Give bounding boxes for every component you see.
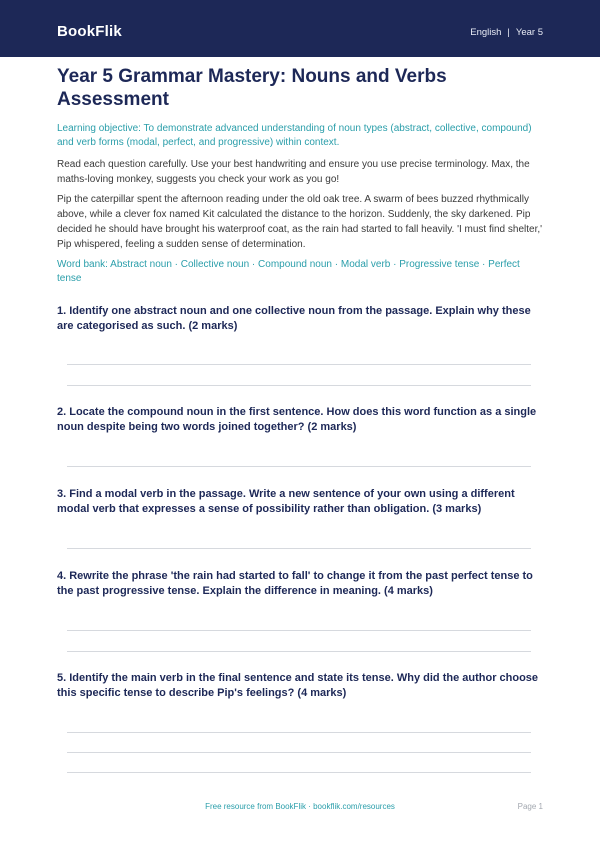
header-bar — [0, 0, 600, 57]
question-2: 2. Locate the compound noun in the first sentence. How does this word function as a single noun despite being two words joined together? (2 marks) — [57, 406, 537, 433]
answer-line[interactable] — [67, 732, 531, 733]
subject-label: English — [470, 27, 502, 38]
answer-line[interactable] — [67, 364, 531, 365]
question-3: 3. Find a modal verb in the passage. Write a new sentence of your own using a different modal verb that expresses a sense of possibility rather than obligation. (3 marks) — [57, 488, 515, 515]
answer-line[interactable] — [67, 548, 531, 549]
question-5: 5. Identify the main verb in the final sentence and state its tense. Why did the author choose this specific tense to describe Pip's feelings? (4 marks) — [57, 672, 539, 699]
question-1: 1. Identify one abstract noun and one collective noun from the passage. Explain why these are categorised as such. (2 marks) — [57, 305, 531, 332]
instructions: Read each question carefully. Use your best handwriting and ensure you use precise terminology. Max, the maths-loving monkey, suggests you check your work as you go! — [57, 159, 530, 185]
answer-line[interactable] — [67, 385, 531, 386]
reading-passage: Pip the caterpillar spent the afternoon reading under the old oak tree. A swarm of bees buzzed rhythmically above, while a clever fox named Kit calculated the distance to the horizon. Suddenly, the sky darkened. Pip decided he should have brought his waterproof coat, as the rain had started to fall heavily. 'I must find shelter,' Pip whispered, feeling a sudden sense of determination. — [57, 194, 543, 250]
year-label: Year 5 — [515, 27, 543, 38]
meta-separator: | — [507, 27, 510, 38]
footer-resource-link[interactable]: Free resource from BookFlik · bookflik.com/resources — [205, 802, 395, 811]
answer-line[interactable] — [67, 752, 531, 753]
subject-year — [470, 27, 543, 38]
answer-line[interactable] — [67, 772, 531, 773]
answer-line[interactable] — [67, 630, 531, 631]
answer-line[interactable] — [67, 466, 531, 467]
answer-line[interactable] — [67, 651, 531, 652]
question-4: 4. Rewrite the phrase 'the rain had started to fall' to change it from the past perfect tense to the past progressive tense. Explain the difference in meaning. (4 marks) — [57, 570, 533, 597]
learning-objective: Learning objective: To demonstrate advanced understanding of noun types (abstract, collective, compound) and verb forms (modal, perfect, and progressive) within context. — [57, 123, 532, 148]
page-title: Year 5 Grammar Mastery: Nouns and Verbs Assessment — [57, 66, 447, 110]
word-bank: Word bank: Abstract noun · Collective noun · Compound noun · Modal verb · Progressive tense · Perfect tense — [57, 259, 520, 284]
brand-logo: BookFlik — [57, 23, 122, 40]
page-number: Page 1 — [517, 802, 543, 811]
